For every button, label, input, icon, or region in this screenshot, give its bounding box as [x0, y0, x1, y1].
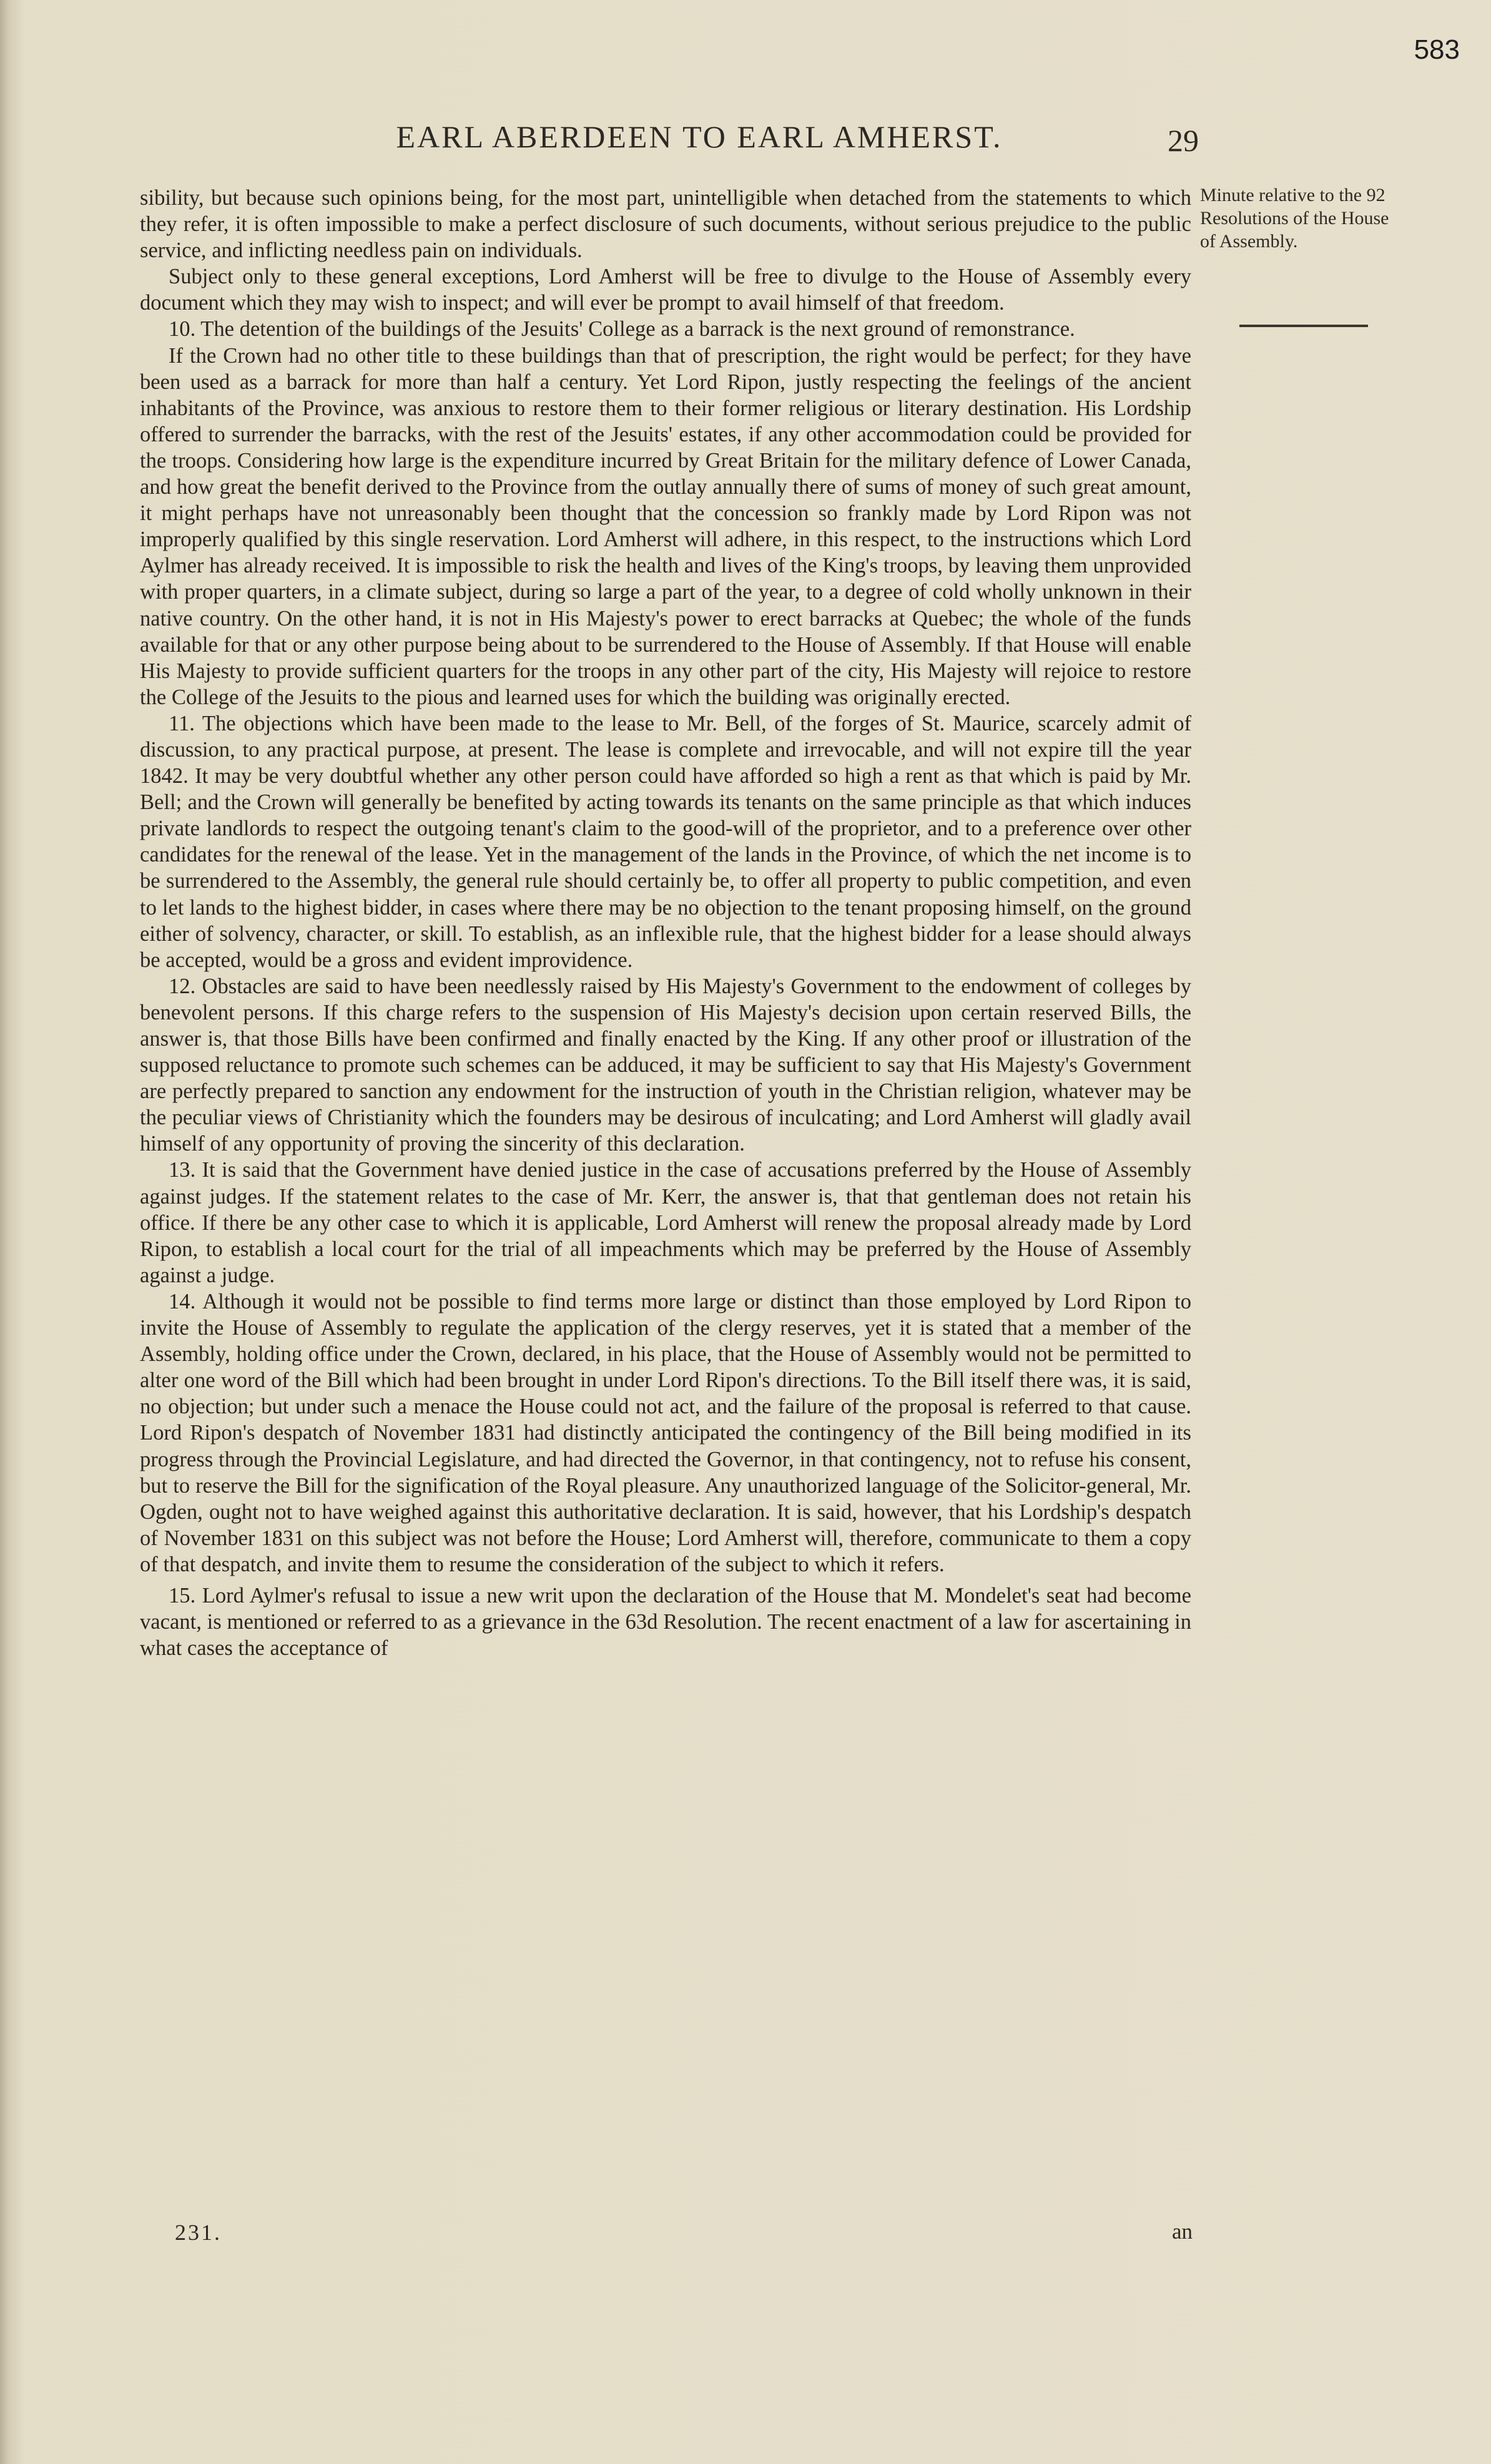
- catchword: an: [1171, 2219, 1193, 2244]
- scan-page-number: 583: [1414, 34, 1460, 65]
- marginal-note: Minute relative to the 92 Resolutions of the House of Assembly.: [1200, 185, 1389, 252]
- paragraph-12: 12. Obstacles are said to have been needlessly raised by His Majesty's Government to the endowment of colleges by benevolent persons. If this charge refers to the suspension of His Majesty's decision upon certain reserved Bills, the answer is, that those Bills have been confirmed and finally enacted by the King. If any other proof or illustration of the supposed reluctance to promote such schemes can be adduced, it may be sufficient to say that His Majesty's Government are perfectly prepared to sanction any endowment for the instruction of youth in the Christian religion, whatever may be the peculiar views of Christianity which the founders may be desirous of inculcating; and Lord Amherst will gladly avail himself of any opportunity of proving the sincerity of this declaration.: [140, 974, 1191, 1156]
- paragraph-general-exceptions: Subject only to these general exceptions, Lord Amherst will be free to divulge to the House of Assembly every document which they may wish to inspect; and will ever be prompt to avail himself of that freedom.: [140, 265, 1191, 315]
- running-title: EARL ABERDEEN TO EARL AMHERST.: [396, 119, 1003, 154]
- paragraph-11: 11. The objections which have been made to the lease to Mr. Bell, of the forges of St. Maurice, scarcely admit of discussion, to any practical purpose, at present. The lease is complete and irrevocable, and will not expire till the year 1842. It may be very doubtful whether any other person could have afforded so high a rent as that which is paid by Mr. Bell; and the Crown will generally be benefited by acting towards its tenants on the same principle as that which induces private landlords to respect the outgoing tenant's claim to the good-will of the proprietor, and to a preference over other candidates for the renewal of the lease. Yet in the management of the lands in the Province, of which the net income is to be surrendered to the Assembly, the general rule should certainly be, to offer all property to public competition, and even to let lands to the highest bidder, in cases where there may be no objection to the tenant proposing himself, on the ground either of solvency, character, or skill. To establish, as an inflexible rule, that the highest bidder for a lease should always be accepted, would be a gross and evident improvidence.: [140, 711, 1191, 972]
- paragraph-15: 15. Lord Aylmer's refusal to issue a new writ upon the declaration of the House that M. Mondelet's seat had become vacant, is mentioned or referred to as a grievance in the 63d Resolution. The recent enactment of a law for ascertaining in what cases the acceptance of: [140, 1583, 1191, 1661]
- paragraph-14: 14. Although it would not be possible to find terms more large or distinct than those employed by Lord Ripon to invite the House of Assembly to regulate the application of the clergy reserves, yet it is stated that a member of the Assembly, holding office under the Crown, declared, in his place, that the House of Assembly would not be permitted to alter one word of the Bill which had been brought in under Lord Ripon's directions. To the Bill itself there was, it is said, no objection; but under such a menace the House could not act, and the failure of the proposal is referred to that cause. Lord Ripon's despatch of November 1831 had distinctly anticipated the contingency of the Bill being modified in its progress through the Provincial Legislature, and had directed the Governor, in that contingency, not to refuse his consent, but to reserve the Bill for the signification of the Royal pleasure. Any unauthorized language of the Solicitor-general, Mr. Ogden, ought not to have weighed against this authoritative declaration. It is said, however, that his Lordship's despatch of November 1831 on this subject was not before the House; Lord Amherst will, therefore, communicate to them a copy of that despatch, and invite them to resume the consideration of the subject to which it refers.: [140, 1289, 1191, 1576]
- paragraph-13: 13. It is said that the Government have denied justice in the case of accusations preferred by the House of Assembly against judges. If the statement relates to the case of Mr. Kerr, the answer is, that that gentleman does not retain his office. If there be any other case to which it is applicable, Lord Amherst will renew the proposal already made by Lord Ripon, to establish a local court for the trial of all impeachments which may be preferred by the House of Assembly against a judge.: [140, 1158, 1191, 1287]
- body-text: [140, 185, 1191, 1661]
- marginal-note-rule: [1239, 325, 1368, 327]
- paragraph-10: 10. The detention of the buildings of the Jesuits' College as a barrack is the next ground of remonstrance.: [169, 317, 1075, 341]
- paragraph-continuation: sibility, but because such opinions being, for the most part, unintelligible when detached from the statements to which they refer, it is often impossible to make a perfect disclosure of such documents, without serious prejudice to the public service, and inflicting needless pain on individuals.: [140, 186, 1191, 263]
- paragraph-jesuits-college: If the Crown had no other title to these buildings than that of prescription, the right would be perfect; for they have been used as a barrack for more than half a century. Yet Lord Ripon, justly respecting the feelings of the ancient inhabitants of the Province, was anxious to restore them to their former religious or literary destination. His Lordship offered to surrender the barracks, with the rest of the Jesuits' estates, if any other accommodation could be provided for the troops. Considering how large is the expenditure incurred by Great Britain for the military defence of Lower Canada, and how great the benefit derived to the Province from the outlay annually there of sums of money of such great amount, it might perhaps have not unreasonably been thought that the concession so frankly made by Lord Ripon was not improperly qualified by this single reservation. Lord Amherst will adhere, in this respect, to the instructions which Lord Aylmer has already received. It is impossible to risk the health and lives of the King's troops, by leaving them unprovided with proper quarters, in a climate subject, during so large a part of the year, to a degree of cold wholly unknown in their native country. On the other hand, it is not in His Majesty's power to erect barracks at Quebec; the whole of the funds available for that or any other purpose being about to be surrendered to the House of Assembly. If that House will enable His Majesty to provide sufficient quarters for the troops in any other part of the city, His Majesty will rejoice to restore the College of the Jesuits to the pious and learned uses for which the building was originally erected.: [140, 343, 1191, 709]
- page-number: 29: [1168, 123, 1199, 158]
- printer-signature: 231.: [175, 2220, 222, 2245]
